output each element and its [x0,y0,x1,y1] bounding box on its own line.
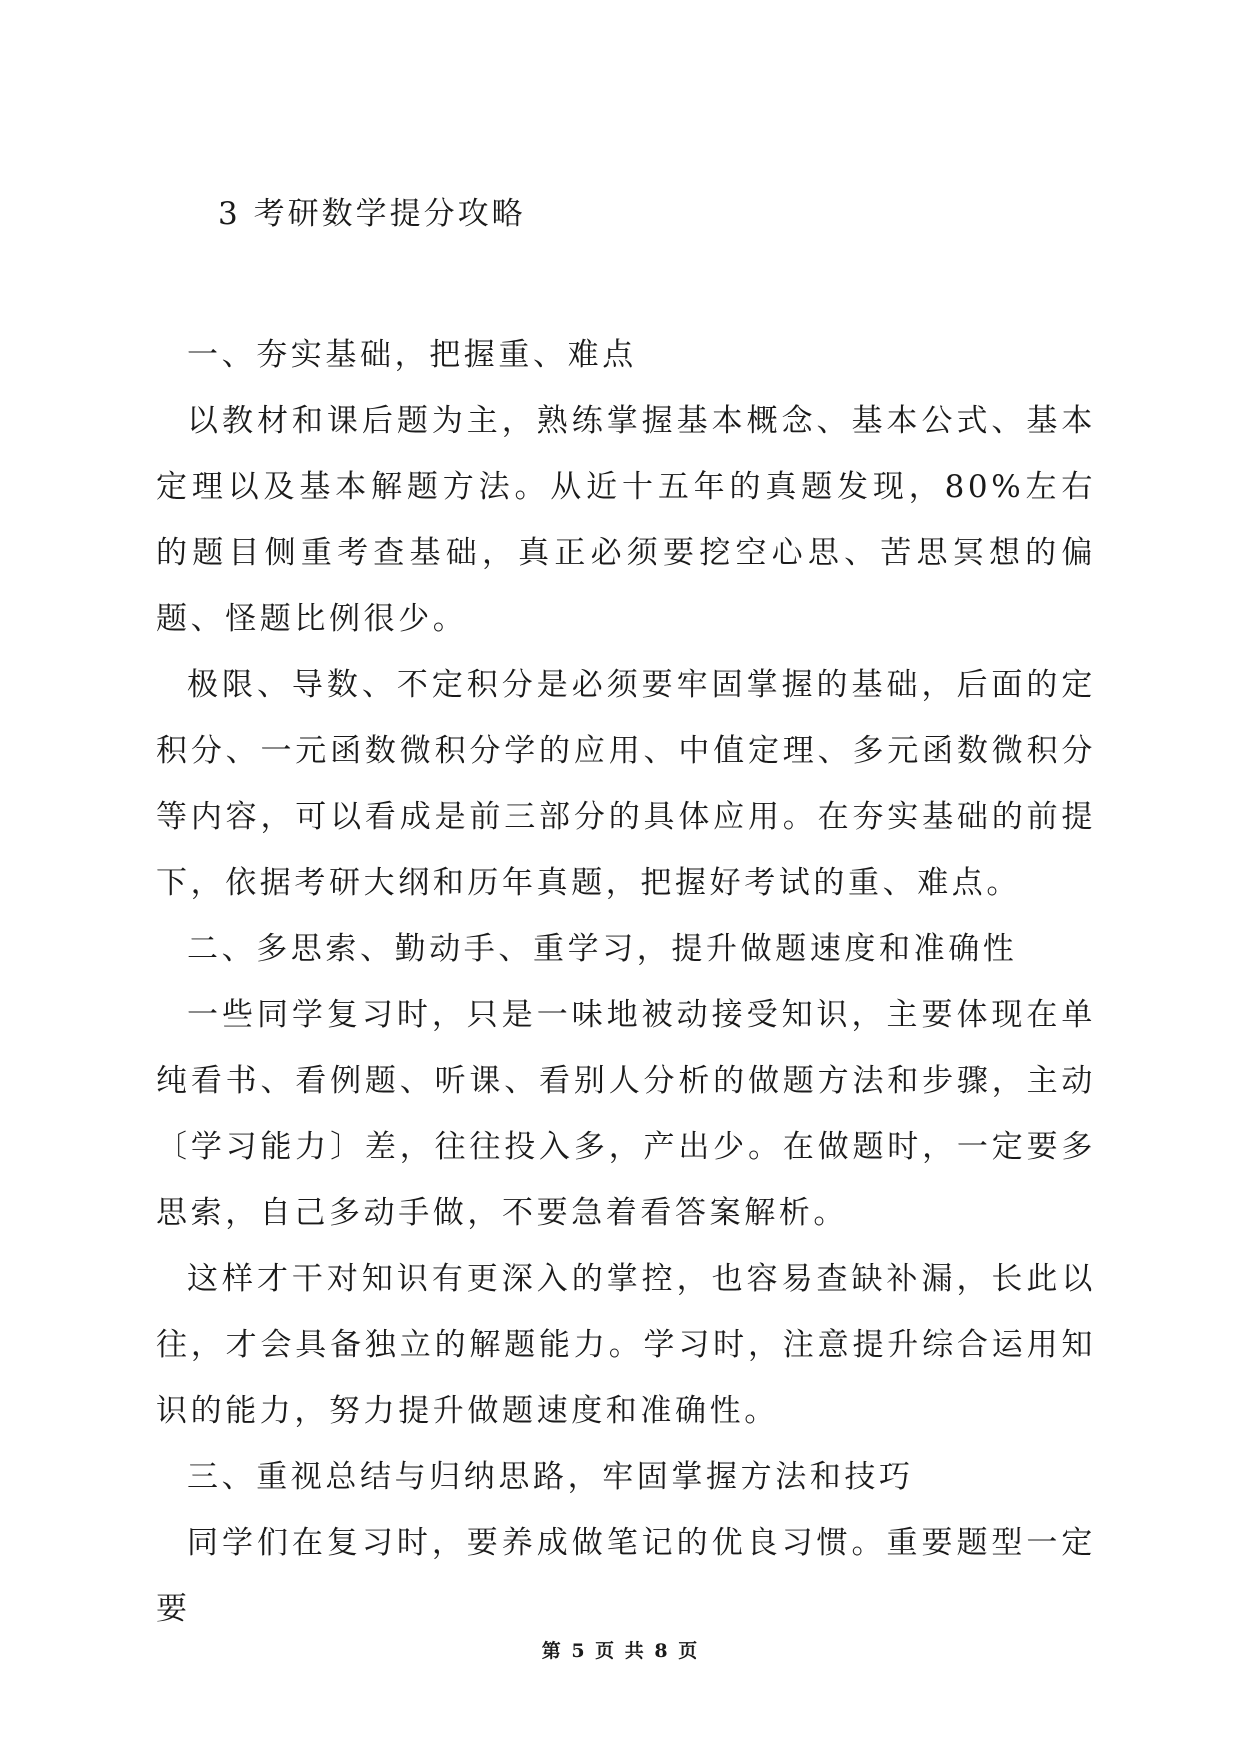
paragraph: 这样才干对知识有更深入的掌控，也容易查缺补漏，长此以往，才会具备独立的解题能力。学习时，注意提升综合运用知识的能力，努力提升做题速度和准确性。 [156,1261,1096,1429]
paragraph: 极限、导数、不定积分是必须要牢固掌握的基础，后面的定积分、一元函数微积分学的应用、中值定理、多元函数微积分等内容，可以看成是前三部分的具体应用。在夯实基础的前提下，依据考研大纲和历年真题，把握好考试的重、难点。 [156,667,1096,901]
section-heading-1: 一、夯实基础，把握重、难点 [187,337,637,373]
paragraph: 一些同学复习时，只是一味地被动接受知识，主要体现在单纯看书、看例题、听课、看别人分析的做题方法和步骤，主动〔学习能力〕差，往往投入多，产出少。在做题时，一定要多思索，自己多动手做，不要急着看答案解析。 [156,997,1096,1231]
document-title: 3 考研数学提分攻略 [218,196,526,232]
section-heading-2: 二、多思索、勤动手、重学习，提升做题速度和准确性 [187,931,1018,967]
page-number-footer: 第 5 页 共 8 页 [541,1640,700,1662]
paragraph: 同学们在复习时，要养成做笔记的优良习惯。重要题型一定要 [156,1525,1096,1627]
paragraph: 以教材和课后题为主，熟练掌握基本概念、基本公式、基本定理以及基本解题方法。从近十五年的真题发现，80%左右的题目侧重考查基础，真正必须要挖空心思、苦思冥想的偏题、怪题比例很少。 [156,403,1096,637]
document-body [156,322,1096,1642]
section-heading-3: 三、重视总结与归纳思路，牢固掌握方法和技巧 [187,1459,914,1495]
